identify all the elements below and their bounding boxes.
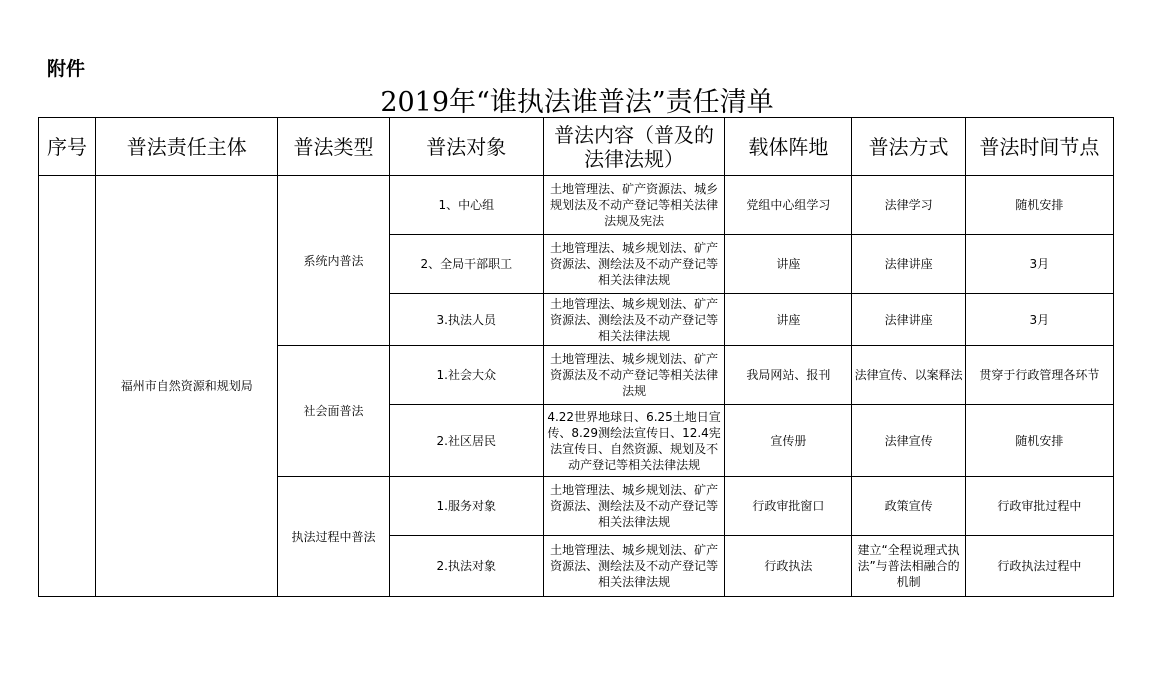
target-cell: 2、全局干部职工: [389, 235, 543, 294]
table-row: [39, 176, 1114, 235]
header-target: 普法对象: [389, 118, 543, 176]
type-cell: 社会面普法: [278, 346, 389, 477]
responsibility-table: [38, 117, 1114, 597]
attachment-label: 附件: [47, 58, 86, 80]
carrier-cell: 讲座: [725, 294, 852, 346]
content-cell: 土地管理法、城乡规划法、矿产资源法、测绘法及不动产登记等相关法律法规: [543, 477, 724, 536]
content-cell: 土地管理法、城乡规划法、矿产资源法、测绘法及不动产登记等相关法律法规: [543, 235, 724, 294]
content-cell: 4.22世界地球日、6.25土地日宣传、8.29测绘法宣传日、12.4宪法宣传日、自然资源、规划及不动产登记等相关法律法规: [543, 405, 724, 477]
method-cell: 法律宣传: [852, 405, 965, 477]
content-cell: 土地管理法、矿产资源法、城乡规划法及不动产登记等相关法律法规及宪法: [543, 176, 724, 235]
carrier-cell: 讲座: [725, 235, 852, 294]
content-cell: 土地管理法、城乡规划法、矿产资源法、测绘法及不动产登记等相关法律法规: [543, 536, 724, 597]
method-cell: 建立“全程说理式执法”与普法相融合的机制: [852, 536, 965, 597]
method-cell: 法律宣传、以案释法: [852, 346, 965, 405]
carrier-cell: 我局网站、报刊: [725, 346, 852, 405]
header-carrier: 载体阵地: [725, 118, 852, 176]
header-subject: 普法责任主体: [96, 118, 278, 176]
time-cell: 3月: [965, 235, 1113, 294]
content-cell: 土地管理法、城乡规划法、矿产资源法、测绘法及不动产登记等相关法律法规: [543, 294, 724, 346]
time-cell: 行政审批过程中: [965, 477, 1113, 536]
type-cell: 执法过程中普法: [278, 477, 389, 597]
carrier-cell: 行政审批窗口: [725, 477, 852, 536]
index-cell: [39, 176, 96, 597]
method-cell: 法律学习: [852, 176, 965, 235]
target-cell: 1.社会大众: [389, 346, 543, 405]
target-cell: 2.社区居民: [389, 405, 543, 477]
document-title: 2019年“谁执法谁普法”责任清单: [380, 87, 774, 118]
carrier-cell: 党组中心组学习: [725, 176, 852, 235]
target-cell: 2.执法对象: [389, 536, 543, 597]
method-cell: 法律讲座: [852, 235, 965, 294]
carrier-cell: 行政执法: [725, 536, 852, 597]
header-method: 普法方式: [852, 118, 965, 176]
time-cell: 随机安排: [965, 176, 1113, 235]
type-cell: 系统内普法: [278, 176, 389, 346]
time-cell: 随机安排: [965, 405, 1113, 477]
target-cell: 1、中心组: [389, 176, 543, 235]
header-index: 序号: [39, 118, 96, 176]
subject-cell: 福州市自然资源和规划局: [96, 176, 278, 597]
table-header-row: [39, 118, 1114, 176]
carrier-cell: 宣传册: [725, 405, 852, 477]
method-cell: 政策宣传: [852, 477, 965, 536]
method-cell: 法律讲座: [852, 294, 965, 346]
header-content: 普法内容（普及的法律法规）: [543, 118, 724, 176]
time-cell: 贯穿于行政管理各环节: [965, 346, 1113, 405]
time-cell: 3月: [965, 294, 1113, 346]
content-cell: 土地管理法、城乡规划法、矿产资源法及不动产登记等相关法律法规: [543, 346, 724, 405]
target-cell: 3.执法人员: [389, 294, 543, 346]
time-cell: 行政执法过程中: [965, 536, 1113, 597]
header-time: 普法时间节点: [965, 118, 1113, 176]
target-cell: 1.服务对象: [389, 477, 543, 536]
header-type: 普法类型: [278, 118, 389, 176]
